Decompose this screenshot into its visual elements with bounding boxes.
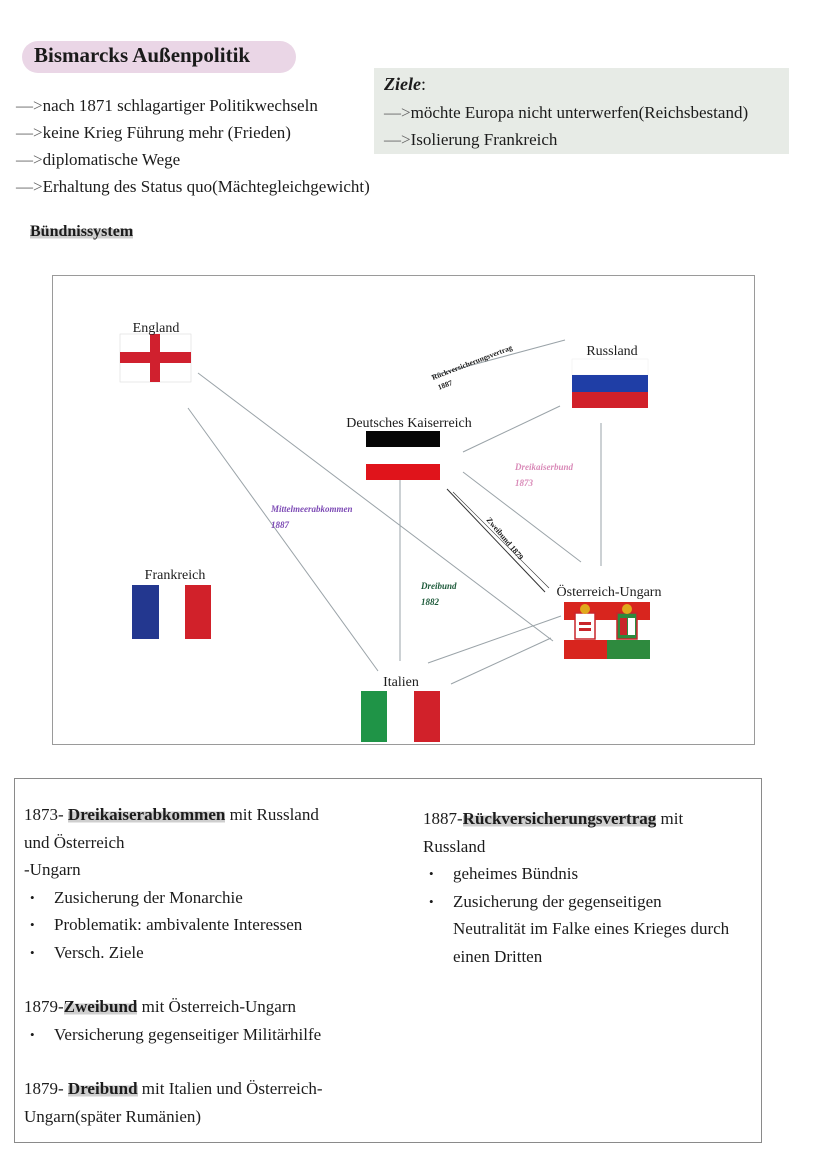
intro-item: —>nach 1871 schlagartiger Politikwechseln xyxy=(16,96,318,115)
line-england-italien xyxy=(188,408,378,671)
treaty-zweibund: 1879-Zweibund mit Österreich-Ungarn xyxy=(24,997,296,1016)
label-dreikaiserbund-year: 1873 xyxy=(515,478,533,488)
italien-flag xyxy=(361,691,440,742)
label-dreikaiserbund: Dreikaiserbund xyxy=(515,462,574,472)
treaty-dreibund: 1879- Dreibund mit Italien und Österreich- xyxy=(24,1079,323,1098)
ziele-title: Ziele: xyxy=(384,74,426,94)
line-zweibund xyxy=(447,489,545,592)
label-mittelmeerabkommen: Mittelmeerabkommen xyxy=(271,504,353,514)
label-zweibund: Zweibund 1879 xyxy=(484,515,526,562)
line-italien-oesterreich-2 xyxy=(451,638,551,684)
country-deutsches-kaiserreich: Deutsches Kaiserreich xyxy=(346,416,472,431)
treaties-right-column xyxy=(423,805,758,970)
label-mittelmeerabkommen-year: 1887 xyxy=(271,520,289,530)
oesterreich-ungarn-flag xyxy=(564,602,650,659)
deutsches-kaiserreich-flag xyxy=(366,431,440,480)
country-frankreich: Frankreich xyxy=(144,568,206,583)
bullet-item: • Versicherung gegenseitiger Militärhilfe xyxy=(24,1021,404,1049)
line-england-oesterreich xyxy=(198,373,553,641)
treaties-left-column xyxy=(24,801,404,1130)
frankreich-flag xyxy=(132,585,211,639)
ziele-list xyxy=(384,99,748,153)
country-oesterreich-ungarn: Österreich-Ungarn xyxy=(556,585,662,600)
page-title: Bismarcks Außenpolitik xyxy=(34,43,251,67)
bullet-item: • Zusicherung der gegenseitigen xyxy=(423,888,758,916)
label-dreibund-year: 1882 xyxy=(421,597,439,607)
label-dreibund: Dreibund xyxy=(421,581,457,591)
text-line: -Ungarn xyxy=(24,860,81,879)
country-russland: Russland xyxy=(586,344,638,359)
treaties-box xyxy=(14,778,762,1143)
country-england: England xyxy=(132,321,180,336)
line-italien-oesterreich-1 xyxy=(428,616,561,663)
treaty-dreikaiserabkommen: 1873- Dreikaiserabkommen mit Russland xyxy=(24,805,319,824)
intro-item: —>Erhaltung des Status quo(Mächtegleichgewicht) xyxy=(16,177,370,196)
intro-list xyxy=(16,92,370,200)
country-italien: Italien xyxy=(383,675,419,690)
bullet-item: • Versch. Ziele xyxy=(24,939,404,967)
text-line: Ungarn(später Rumänien) xyxy=(24,1106,202,1126)
treaty-rueckversicherungsvertrag: 1887-Rückversicherungsvertrag mit xyxy=(423,809,684,828)
russland-flag xyxy=(572,359,648,408)
label-rueckversicherung-year: 1887 xyxy=(436,378,454,392)
buendnis-heading: Bündnissystem xyxy=(30,223,134,240)
ziele-item: —>Isolierung Frankreich xyxy=(384,130,558,149)
bullet-item: • geheimes Bündnis xyxy=(423,860,758,888)
england-flag xyxy=(120,334,191,382)
bullet-item: • Zusicherung der Monarchie xyxy=(24,884,404,912)
alliance-diagram xyxy=(52,275,755,745)
alliance-diagram-svg xyxy=(53,276,756,746)
line-dk-russland xyxy=(463,406,560,452)
ziele-item: —>möchte Europa nicht unterwerfen(Reichsbestand) xyxy=(384,103,749,122)
intro-item: —>keine Krieg Führung mehr (Frieden) xyxy=(16,123,291,142)
label-rueckversicherung: Rückversicherungsvertrag xyxy=(430,342,514,382)
text-line: Russland xyxy=(423,836,486,856)
intro-item: —>diplomatische Wege xyxy=(16,150,181,169)
text-line: und Österreich xyxy=(24,832,125,852)
bullet-continuation: Neutralität im Falke eines Krieges durch xyxy=(453,919,730,938)
bullet-continuation: einen Dritten xyxy=(453,946,543,966)
bullet-item: • Problematik: ambivalente Interessen xyxy=(24,911,404,939)
